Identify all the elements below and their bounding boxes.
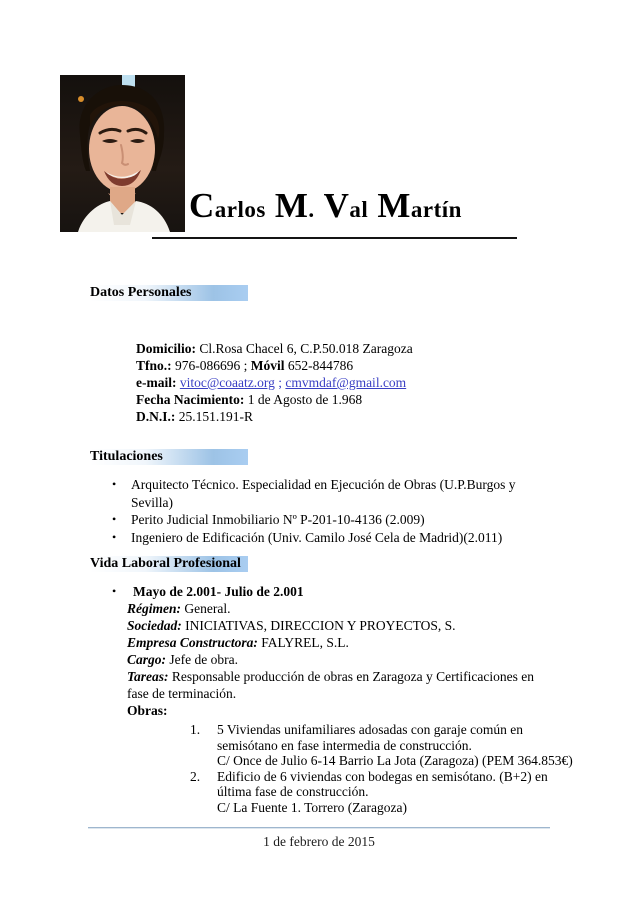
- bullet-icon: •: [112, 512, 117, 526]
- datos-personales-block: [136, 340, 566, 425]
- title-part: [274, 186, 315, 225]
- obra-address: C/ La Fuente 1. Torrero (Zaragoza): [217, 799, 407, 815]
- portrait-photo: [60, 75, 185, 232]
- fecha-label: Fecha Nacimiento:: [136, 392, 245, 407]
- tareas-value: Responsable producción de obras en Zaragoza y Certificaciones en fase de terminación.: [127, 669, 534, 701]
- bullet-icon: •: [112, 584, 117, 598]
- telefono-row: [136, 357, 566, 374]
- obras-label-row: [127, 702, 558, 719]
- obra-item: [190, 769, 570, 816]
- empresa-value: FALYREL, S.L.: [261, 635, 349, 650]
- domicilio-value: Cl.Rosa Chacel 6, C.P.50.018 Zaragoza: [199, 341, 413, 356]
- title-text: artín: [410, 197, 462, 222]
- obra-text: [217, 769, 562, 816]
- tfno-value: 976-086696 ;: [175, 358, 248, 373]
- tfno-label: Tfno.:: [136, 358, 172, 373]
- email-row: [136, 374, 566, 391]
- titulacion-text: Ingeniero de Edificación (Univ. Camilo José Cela de Madrid)(2.011): [131, 529, 503, 545]
- email-label: e-mail:: [136, 375, 177, 390]
- email-link-gmail[interactable]: cmvmdaf@gmail.com: [285, 375, 407, 390]
- cargo-value: Jefe de obra.: [169, 652, 238, 667]
- regimen-row: [127, 600, 558, 617]
- job-period-row: [112, 583, 558, 600]
- bullet-icon: •: [112, 477, 117, 491]
- domicilio-row: [136, 340, 566, 357]
- footer-divider: [88, 827, 550, 828]
- obra-address: C/ Once de Julio 6-14 Barrio La Jota (Zaragoza) (PEM 364.853€): [217, 753, 573, 768]
- dni-label: D.N.I.:: [136, 409, 176, 424]
- list-item: [112, 476, 560, 511]
- tareas-row: [127, 668, 558, 702]
- title-initial: M: [274, 186, 309, 225]
- fecha-nacimiento-row: [136, 391, 566, 408]
- list-item: [112, 529, 560, 547]
- obra-description: Edificio de 6 viviendas con bodegas en semisótano. (B+2) en última fase de construcción.: [217, 768, 548, 799]
- section-heading-vida-laboral: Vida Laboral Profesional: [90, 556, 248, 572]
- title-part: [377, 186, 462, 225]
- title-underline: [152, 237, 517, 239]
- obras-list: [190, 722, 573, 815]
- bullet-icon: •: [112, 529, 117, 544]
- title-part: [189, 186, 266, 225]
- obra-description: 5 Viviendas unifamiliares adosadas con garaje común en semisótano en fase intermedia de construcción.: [217, 722, 523, 753]
- email-link-coaatz[interactable]: vitoc@coaatz.org: [179, 375, 275, 390]
- domicilio-label: Domicilio:: [136, 341, 196, 356]
- title-part: [323, 186, 369, 225]
- regimen-value: General.: [184, 601, 231, 616]
- empresa-row: [127, 634, 558, 651]
- titulacion-text: Perito Judicial Inmobiliario Nº P-201-10-4136 (2.009): [131, 512, 425, 527]
- vida-laboral-block: [112, 583, 558, 719]
- movil-label: Móvil: [250, 358, 285, 373]
- obra-number: 1.: [190, 722, 201, 737]
- titulaciones-list: [112, 476, 560, 546]
- fecha-value: 1 de Agosto de 1.968: [247, 392, 363, 407]
- cargo-label: Cargo:: [127, 652, 167, 667]
- sociedad-label: Sociedad:: [127, 618, 182, 633]
- title-text: .: [308, 197, 315, 222]
- page-title: [189, 186, 462, 233]
- title-initial: V: [323, 186, 350, 225]
- title-text: arlos: [214, 197, 266, 222]
- sociedad-row: [127, 617, 558, 634]
- obra-item: [190, 722, 573, 769]
- obra-number: 2.: [190, 768, 201, 784]
- list-item: [112, 511, 560, 529]
- dni-value: 25.151.191-R: [178, 409, 253, 424]
- title-initial: M: [377, 186, 411, 225]
- footer-date: 1 de febrero de 2015: [263, 834, 375, 849]
- job-period: Mayo de 2.001- Julio de 2.001: [133, 584, 304, 599]
- tareas-label: Tareas:: [127, 669, 169, 684]
- section-heading-titulaciones: Titulaciones: [90, 449, 248, 465]
- movil-value: 652-844786: [287, 358, 354, 373]
- titulacion-text: Arquitecto Técnico. Especialidad en Ejecución de Obras (U.P.Burgos y Sevilla): [131, 477, 516, 510]
- section-heading-datos-personales: Datos Personales: [90, 285, 248, 301]
- obra-text: [217, 722, 573, 769]
- job-fields: [127, 600, 558, 719]
- regimen-label: Régimen:: [127, 601, 181, 616]
- obras-label: Obras:: [127, 703, 168, 718]
- portrait-photo-image: [60, 75, 185, 232]
- sociedad-value: INICIATIVAS, DIRECCION Y PROYECTOS, S.: [185, 618, 456, 633]
- title-text: al: [349, 197, 369, 222]
- cargo-row: [127, 651, 558, 668]
- title-initial: C: [189, 186, 215, 225]
- dni-row: [136, 408, 566, 425]
- email-separator: ;: [278, 375, 283, 390]
- empresa-label: Empresa Constructora:: [127, 635, 258, 650]
